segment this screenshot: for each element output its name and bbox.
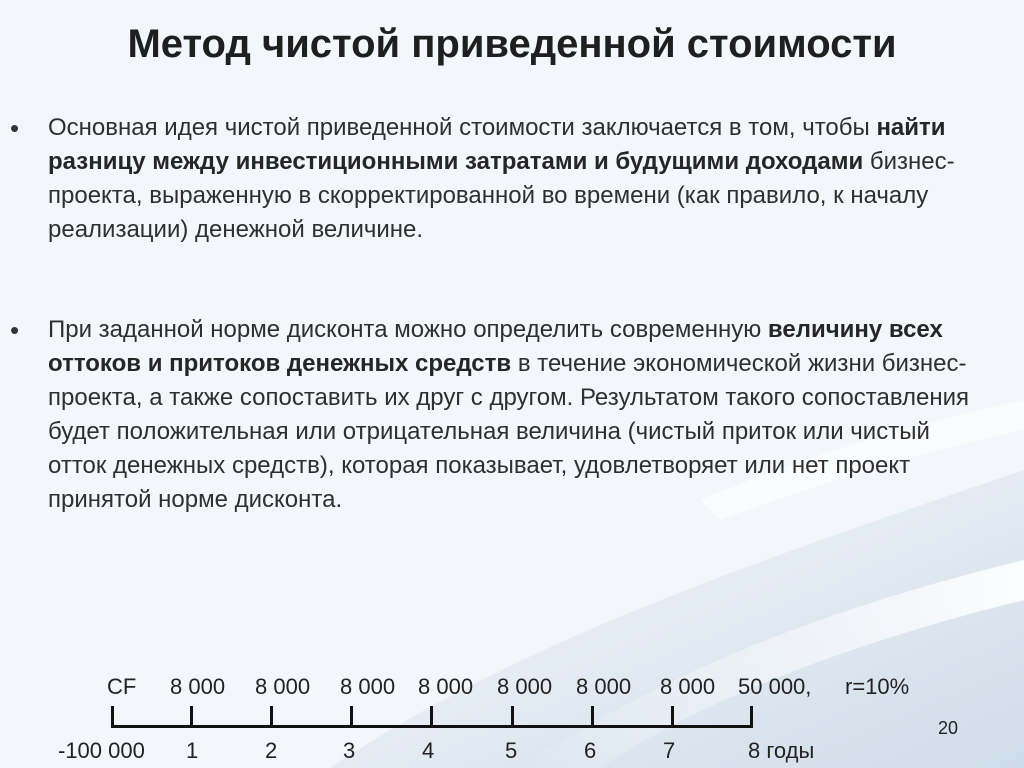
- cash-flow-value: 50 000,: [738, 674, 812, 699]
- text-run: Основная идея чистой приведенной стоимости заключается в том, чтобы: [48, 114, 877, 141]
- bullet-dot: •: [10, 113, 20, 143]
- slide-title: Метод чистой приведенной стоимости: [127, 22, 897, 66]
- text-run-bold: найти разницу между инвестиционными затратами и будущими доходами: [48, 114, 946, 175]
- cash-flow-value: 8 000: [660, 674, 716, 699]
- timeline-tick: [750, 706, 753, 728]
- bullet-item-main-idea: [10, 111, 970, 247]
- period-label: 5: [505, 738, 518, 763]
- timeline-tick: [190, 706, 193, 728]
- initial-investment-label: -100 000: [58, 738, 145, 763]
- discount-rate-label: r=10%: [845, 674, 910, 699]
- cash-flow-value: 8 000: [418, 674, 474, 699]
- text-run-bold: величину всех оттоков и притоков денежных средств: [48, 316, 943, 377]
- timeline-tick: [111, 706, 114, 728]
- cash-flow-value: 8 000: [497, 674, 553, 699]
- period-label: 1: [186, 738, 199, 763]
- period-label: 8 годы: [748, 738, 815, 763]
- timeline-tick: [350, 706, 353, 728]
- cash-flow-value: 8 000: [170, 674, 226, 699]
- text-run: При заданной норме дисконта можно определить современную: [48, 316, 768, 343]
- period-label: 7: [663, 738, 676, 763]
- bullet-text: [48, 313, 970, 517]
- timeline-axis: [113, 725, 753, 728]
- timeline-tick: [671, 706, 674, 728]
- timeline-tick: [270, 706, 273, 728]
- timeline-tick: [511, 706, 514, 728]
- cf-label: CF: [107, 674, 137, 699]
- cash-flow-value: 8 000: [340, 674, 396, 699]
- period-label: 6: [584, 738, 597, 763]
- cash-flow-timeline: [0, 668, 1024, 768]
- bullet-dot: •: [10, 315, 20, 345]
- bullet-text: [48, 111, 970, 247]
- timeline-tick: [591, 706, 594, 728]
- period-label: 3: [343, 738, 356, 763]
- cash-flow-value: 8 000: [576, 674, 632, 699]
- page-number: 20: [938, 718, 959, 738]
- text-run: в течение экономической жизни бизнес-проекта, а также сопоставить их друг с другом. Результатом такого сопоставления будет положительная или отрицательная величина (чистый приток или чистый отток денежных средств), которая показывает, удовлетворяет или нет проект принятой норме дисконта.: [48, 350, 970, 513]
- period-label: 4: [422, 738, 435, 763]
- timeline-tick: [430, 706, 433, 728]
- cash-flow-value: 8 000: [255, 674, 311, 699]
- bullet-item-discount-rate: [10, 313, 970, 517]
- text-run: бизнес-проекта, выраженную в скорректированной во времени (как правило, к началу реализации) денежной величине.: [48, 148, 955, 243]
- period-label: 2: [265, 738, 278, 763]
